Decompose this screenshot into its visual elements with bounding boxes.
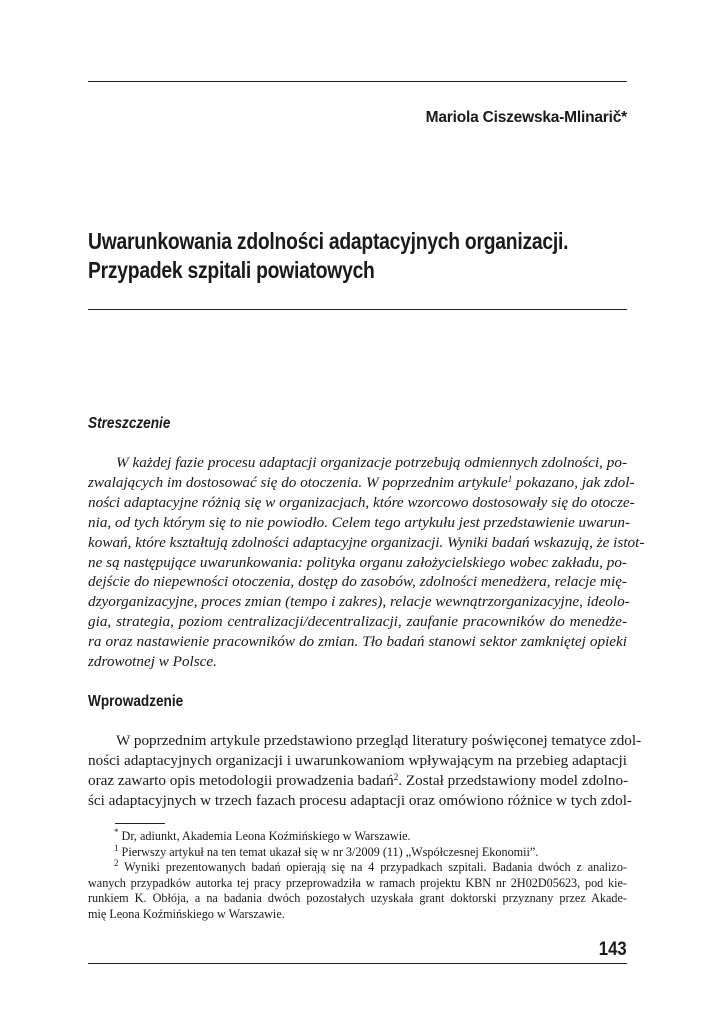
title-line-2: Przypadek szpitali powiatowych	[88, 257, 375, 283]
bottom-rule	[88, 963, 627, 964]
footnote-2-line: runkiem K. Obłója, a na badania dwóch pozostałych uzyskała grant doktorski przyznany przez Akade-	[88, 891, 627, 906]
intro-line: oraz zawarto opis metodologii prowadzenia badań$^2$. Został przedstawiony model zdolno-	[88, 771, 629, 789]
abstract-line: gia, strategia, poziom centralizacji/decentralizacji, zaufanie pracowników do menedże-	[88, 613, 627, 631]
abstract-line: dzyorganizacyjne, proces zmian (tempo i zakres), relacje wewnątrzorganizacyjne, ideolo-	[88, 593, 630, 611]
footnote-author: * Dr, adiunkt, Akademia Leona Koźmińskiego w Warszawie.	[114, 827, 411, 843]
footnote-ref: 2	[393, 771, 399, 782]
abstract-line: W każdej fazie procesu adaptacji organizacje potrzebują odmiennych zdolności, po-	[116, 454, 627, 471]
intro-heading: Wprowadzenie	[88, 693, 184, 710]
intro-text	[88, 731, 642, 811]
abstract-line: kowań, które kształtują zdolności adaptacyjne organizacji. Wyniki badań wskazują, że istot-	[88, 533, 645, 551]
abstract-heading: Streszczenie	[88, 415, 171, 432]
abstract-line: ności adaptacyjne różnią się w organizacjach, które wzorcowo dostosowały się do otocze-	[88, 493, 635, 511]
intro-line: ści adaptacyjnych w trzech fazach procesu adaptacji oraz omówiono różnice w tych zdol-	[88, 791, 632, 809]
footnote-separator	[115, 823, 165, 824]
top-rule	[88, 81, 627, 82]
footnote-2: $^2$ Wyniki prezentowanych badań opierają się na 4 przypadkach szpitali. Badania dwóch z analizo-	[114, 858, 627, 875]
footnote-ref: 1	[507, 473, 513, 484]
author-name: Mariola Ciszewska-Mlinarič*	[425, 109, 627, 126]
title-line-1: Uwarunkowania zdolności adaptacyjnych organizacji.	[88, 228, 569, 254]
abstract-line: ne są następujące uwarunkowania: polityka organu założycielskiego wobec zakładu, po-	[88, 553, 627, 571]
article-title	[88, 227, 569, 285]
intro-line: ności adaptacyjnych organizacji i uwarunkowaniom wpływającym na przebieg adaptacji	[88, 751, 627, 769]
page-number: 143	[599, 939, 627, 960]
abstract-line: ra oraz nastawienie pracowników do zmian. Tło badań stanowi sektor zamkniętej opieki	[88, 633, 627, 651]
abstract-line: zwalających im dostosować się do otoczenia. W poprzednim artykule$^1$ pokazano, jak zdol-	[88, 473, 635, 491]
abstract-line: dejście do niepewności otoczenia, dostęp do zasobów, zdolności menedżera, relacje mię-	[88, 573, 627, 591]
title-rule	[88, 309, 627, 310]
abstract-line: zdrowotnej w Polsce.	[88, 653, 217, 671]
footnotes	[88, 829, 627, 923]
footnote-2-line: mię Leona Koźmińskiego w Warszawie.	[88, 906, 285, 921]
intro-line: W poprzednim artykule przedstawiono przegląd literatury poświęconej tematyce zdol-	[116, 732, 642, 749]
abstract-text	[88, 453, 645, 672]
footnote-1: $^1$ Pierwszy artykuł na ten temat ukazał się w nr 3/2009 (11) „Współczesnej Ekonomii”.	[114, 842, 539, 859]
footnote-2-line: wanych przypadków autorka tej pracy przeprowadziła w ramach projektu KBN nr 2H02D05623, pod kie-	[88, 875, 627, 890]
abstract-line: nia, od tych którym się to nie powiodło. Celem tego artykułu jest przedstawienie uwarun-	[88, 513, 631, 531]
